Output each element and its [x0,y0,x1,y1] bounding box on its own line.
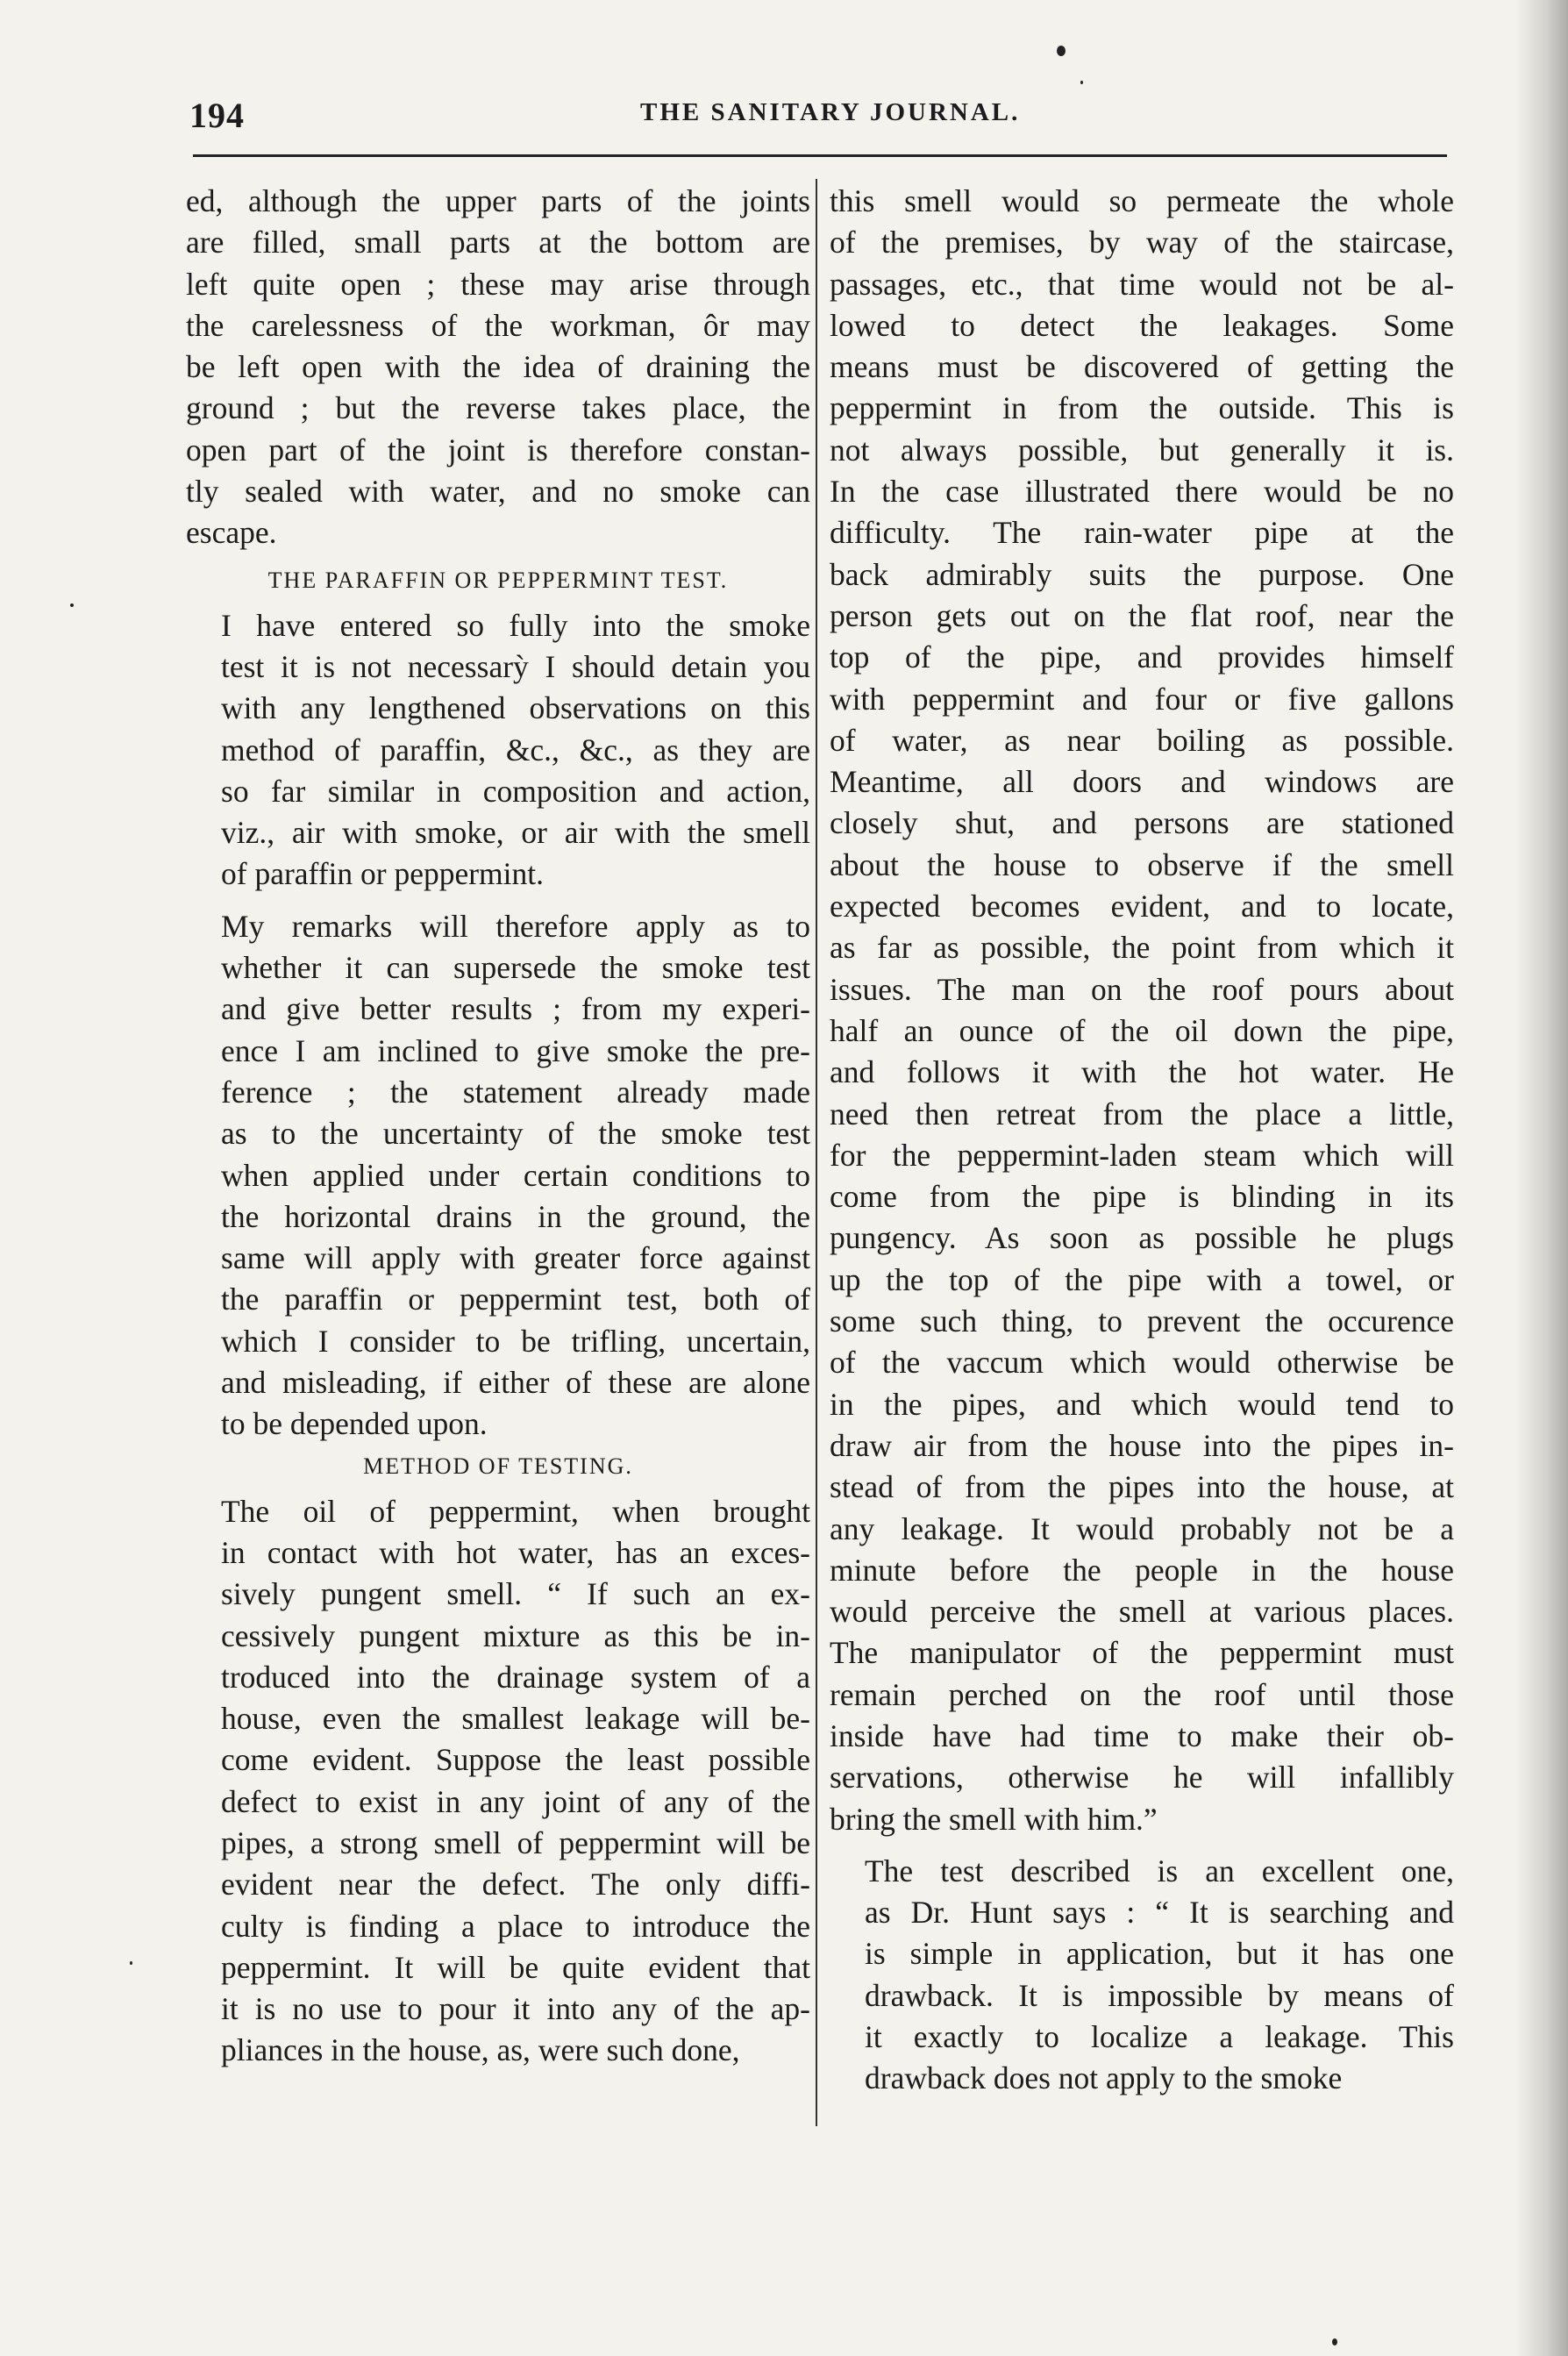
text-line: come from the pipe is blinding in its [830,1179,1454,1215]
text-line: culty is finding a place to introduce the [221,1908,810,1944]
text-line: bring the smell with him.” [830,1801,1158,1837]
text-line: servations, otherwise he will infallibly [830,1760,1454,1796]
text-line: for the peppermint-laden steam which will [830,1137,1454,1173]
text-line: tly sealed with water, and no smoke can [186,474,810,510]
text-line: and misleading, if either of these are alone [221,1365,810,1401]
text-line: as far as possible, the point from which it [830,930,1454,966]
text-line: be left open with the idea of draining the [186,349,810,385]
text-line: pipes, a strong smell of peppermint will be [221,1824,810,1860]
journal-title: THE SANITARY JOURNAL. [640,98,1021,126]
text-line: drawback does not apply to the smoke [865,2060,1343,2096]
text-line: stead of from the pipes into the house, at [830,1469,1454,1505]
text-line: the paraffin or peppermint test, both of [221,1282,810,1317]
text-line: any leakage. It would probably not be a [830,1510,1454,1546]
ink-speck [70,603,74,607]
text-line: it exactly to localize a leakage. This [865,2019,1454,2055]
text-line: test it is not necessarỳ I should detain you [221,648,810,684]
text-line: peppermint. It will be quite evident that [221,1949,810,1985]
text-line: with any lengthened observations on this [221,690,810,726]
text-line: peppermint in from the outside. This is [830,390,1454,426]
text-line: this smell would so permeate the whole [830,183,1454,218]
right-column [830,181,1454,2100]
left-column [186,181,810,2072]
text-line: some such thing, to prevent the occurence [830,1303,1454,1339]
text-line: of paraffin or peppermint. [221,856,545,892]
text-line: Meantime, all doors and windows are [830,764,1454,800]
text-line: ference ; the statement already made [221,1074,810,1110]
ink-speck [1057,46,1066,56]
text-line: of the premises, by way of the staircase, [830,225,1454,261]
text-line: I have entered so fully into the smoke [221,607,810,643]
text-line: top of the pipe, and provides himself [830,639,1454,675]
text-line: escape. [186,515,277,551]
text-line: viz., air with smoke, or air with the smell [221,815,810,851]
text-line: difficulty. The rain-water pipe at the [830,515,1454,551]
text-line: which I consider to be trifling, uncertain, [221,1323,810,1359]
text-line: troduced into the drainage system of a [221,1659,810,1695]
column-divider [816,179,817,2126]
text-line: defect to exist in any joint of any of the [221,1783,810,1819]
text-line: cessively pungent mixture as this be in- [221,1617,810,1653]
paragraph [186,906,810,1446]
text-line: ence I am inclined to give smoke the pre- [221,1032,810,1068]
text-line: pliances in the house, as, were such done, [221,2032,740,2068]
text-line: of water, as near boiling as possible. [830,722,1454,758]
text-line: need then retreat from the place a little, [830,1096,1454,1132]
text-line: The manipulator of the peppermint must [830,1635,1454,1671]
text-line: is simple in application, but it has one [865,1936,1454,1972]
text-line: open part of the joint is therefore constan- [186,432,810,468]
text-line: up the top of the pipe with a towel, or [830,1261,1454,1297]
paragraph [186,605,810,896]
text-line: come evident. Suppose the least possible [221,1742,810,1778]
text-line: would perceive the smell at various places. [830,1594,1454,1630]
text-line: passages, etc., that time would not be al- [830,266,1454,302]
text-line: are filled, small parts at the bottom are [186,225,810,261]
text-line: same will apply with greater force against [221,1240,810,1276]
text-line: ground ; but the reverse takes place, the [186,390,810,426]
paragraph [186,181,810,554]
text-line: the horizontal drains in the ground, the [221,1198,810,1234]
text-line: the carelessness of the workman, ôr may [186,307,810,343]
header-rule [193,154,1447,157]
text-line: evident near the defect. The only diffi- [221,1867,810,1903]
text-line: In the case illustrated there would be no [830,474,1454,510]
ink-speck [130,1961,132,1965]
text-line: left quite open ; these may arise through [186,266,810,302]
text-line: of the vaccum which would otherwise be [830,1345,1454,1381]
text-line: The test described is an excellent one, [865,1853,1454,1888]
text-line: means must be discovered of getting the [830,349,1454,385]
text-line: not always possible, but generally it is. [830,432,1454,468]
text-line: method of paraffin, &c., &c., as they are [221,732,810,767]
text-line: remain perched on the roof until those [830,1676,1454,1712]
text-line: when applied under certain conditions to [221,1157,810,1193]
paragraph [830,181,1454,1840]
paragraph [186,1491,810,2072]
text-line: so far similar in composition and action, [221,773,810,809]
text-line: and follows it with the hot water. He [830,1054,1454,1090]
text-line: house, even the smallest leakage will be- [221,1701,810,1737]
text-line: half an ounce of the oil down the pipe, [830,1012,1454,1048]
text-line: to be depended upon. [221,1406,488,1442]
text-line: person gets out on the flat roof, near the [830,597,1454,633]
text-line: draw air from the house into the pipes in- [830,1427,1454,1463]
ink-speck [1332,2338,1337,2345]
text-line: with peppermint and four or five gallons [830,681,1454,717]
text-line: in contact with hot water, has an exces- [221,1534,810,1570]
text-line: as Dr. Hunt says : “ It is searching and [865,1895,1454,1931]
ink-speck [1080,81,1083,84]
text-line: back admirably suits the purpose. One [830,556,1454,592]
text-line: ed, although the upper parts of the joints [186,183,810,218]
text-line: closely shut, and persons are stationed [830,805,1454,841]
text-line: and give better results ; from my experi- [221,991,810,1027]
text-line: My remarks will therefore apply as to [221,908,810,944]
text-line: as to the uncertainty of the smoke test [221,1116,810,1152]
section-heading-method-of-testing: METHOD OF TESTING. [363,1453,633,1479]
text-line: whether it can supersede the smoke test [221,950,810,986]
text-line: issues. The man on the roof pours about [830,971,1454,1007]
text-line: expected becomes evident, and to locate, [830,889,1454,925]
section-heading-paraffin-test: THE PARAFFIN OR PEPPERMINT TEST. [267,567,729,593]
text-line: inside have had time to make their ob- [830,1717,1454,1753]
page-edge-shadow [1515,0,1568,2356]
text-line: sively pungent smell. “ If such an ex- [221,1576,810,1612]
text-line: it is no use to pour it into any of the ap- [221,1991,810,2027]
text-line: pungency. As soon as possible he plugs [830,1220,1454,1256]
text-line: about the house to observe if the smell [830,846,1454,882]
text-line: The oil of peppermint, when brought [221,1493,810,1529]
paragraph [830,1851,1454,2100]
text-line: minute before the people in the house [830,1552,1454,1588]
page-number: 194 [189,96,245,135]
text-line: in the pipes, and which would tend to [830,1386,1454,1422]
text-line: lowed to detect the leakages. Some [830,307,1454,343]
text-line: drawback. It is impossible by means of [865,1977,1454,2013]
page-header [184,95,1447,139]
